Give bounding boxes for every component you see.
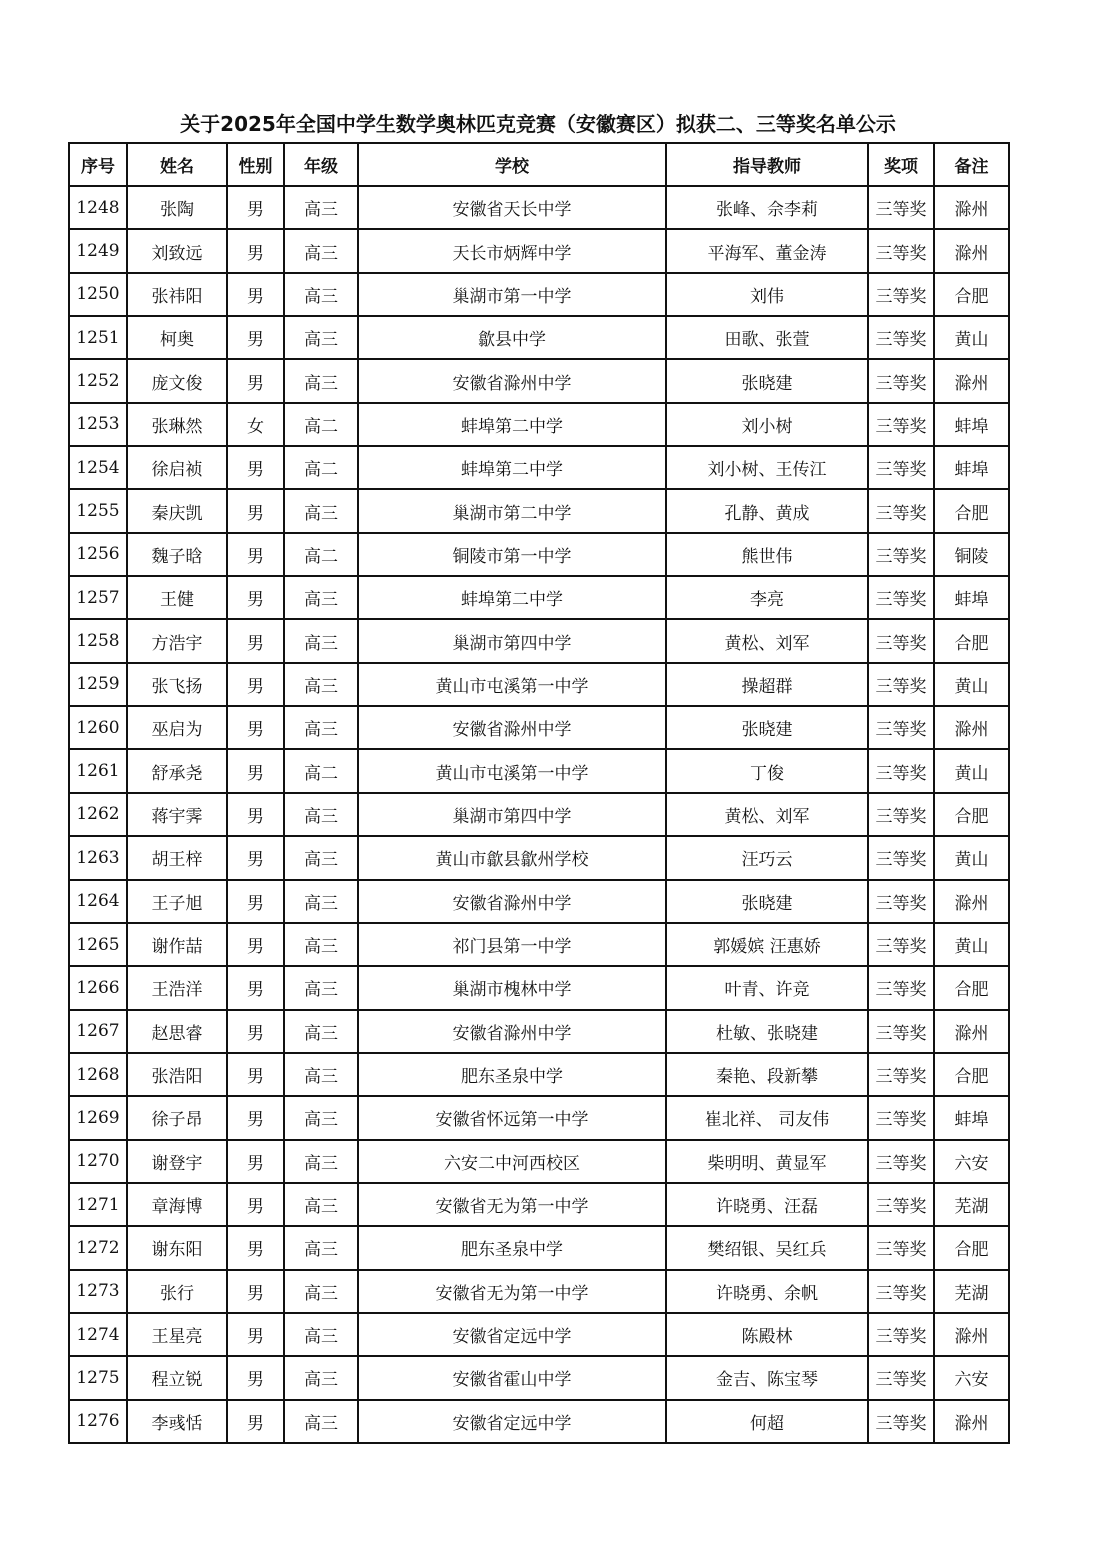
teacher-cell: 柴明明、黄显军 xyxy=(666,1140,868,1183)
gender-cell: 男 xyxy=(227,749,284,792)
name-cell: 舒承尧 xyxy=(127,749,227,792)
header-teacher: 指导教师 xyxy=(666,143,868,186)
table-header-row xyxy=(69,143,1009,186)
award-cell: 三等奖 xyxy=(868,663,934,706)
remark-cell: 黄山 xyxy=(934,316,1009,359)
award-cell: 三等奖 xyxy=(868,186,934,229)
table-row xyxy=(69,966,1009,1009)
serial-cell: 1250 xyxy=(69,273,127,316)
teacher-cell: 操超群 xyxy=(666,663,868,706)
serial-cell: 1253 xyxy=(69,403,127,446)
school-cell: 安徽省无为第一中学 xyxy=(358,1183,666,1226)
table-row xyxy=(69,1356,1009,1399)
gender-cell: 男 xyxy=(227,489,284,532)
school-cell: 歙县中学 xyxy=(358,316,666,359)
serial-cell: 1276 xyxy=(69,1400,127,1443)
serial-cell: 1248 xyxy=(69,186,127,229)
teacher-cell: 金吉、陈宝琴 xyxy=(666,1356,868,1399)
name-cell: 张琳然 xyxy=(127,403,227,446)
school-cell: 黄山市屯溪第一中学 xyxy=(358,749,666,792)
serial-cell: 1264 xyxy=(69,880,127,923)
gender-cell: 男 xyxy=(227,446,284,489)
name-cell: 张陶 xyxy=(127,186,227,229)
school-cell: 蚌埠第二中学 xyxy=(358,446,666,489)
grade-cell: 高三 xyxy=(284,966,358,1009)
award-cell: 三等奖 xyxy=(868,229,934,272)
teacher-cell: 孔静、黄成 xyxy=(666,489,868,532)
teacher-cell: 李亮 xyxy=(666,576,868,619)
award-cell: 三等奖 xyxy=(868,1096,934,1139)
award-cell: 三等奖 xyxy=(868,793,934,836)
serial-cell: 1270 xyxy=(69,1140,127,1183)
gender-cell: 男 xyxy=(227,1226,284,1269)
serial-cell: 1269 xyxy=(69,1096,127,1139)
serial-cell: 1255 xyxy=(69,489,127,532)
gender-cell: 男 xyxy=(227,186,284,229)
grade-cell: 高三 xyxy=(284,706,358,749)
gender-cell: 男 xyxy=(227,1140,284,1183)
serial-cell: 1260 xyxy=(69,706,127,749)
teacher-cell: 黄松、刘军 xyxy=(666,793,868,836)
table-row xyxy=(69,836,1009,879)
gender-cell: 男 xyxy=(227,273,284,316)
award-cell: 三等奖 xyxy=(868,619,934,662)
name-cell: 蒋宇霁 xyxy=(127,793,227,836)
remark-cell: 芜湖 xyxy=(934,1270,1009,1313)
grade-cell: 高三 xyxy=(284,663,358,706)
grade-cell: 高二 xyxy=(284,403,358,446)
remark-cell: 合肥 xyxy=(934,619,1009,662)
award-cell: 三等奖 xyxy=(868,446,934,489)
remark-cell: 黄山 xyxy=(934,749,1009,792)
remark-cell: 黄山 xyxy=(934,663,1009,706)
remark-cell: 合肥 xyxy=(934,966,1009,1009)
remark-cell: 蚌埠 xyxy=(934,446,1009,489)
grade-cell: 高二 xyxy=(284,533,358,576)
table-row xyxy=(69,1140,1009,1183)
table-row xyxy=(69,489,1009,532)
grade-cell: 高三 xyxy=(284,619,358,662)
award-cell: 三等奖 xyxy=(868,576,934,619)
remark-cell: 滁州 xyxy=(934,880,1009,923)
gender-cell: 男 xyxy=(227,880,284,923)
serial-cell: 1271 xyxy=(69,1183,127,1226)
school-cell: 巢湖市第一中学 xyxy=(358,273,666,316)
header-school: 学校 xyxy=(358,143,666,186)
name-cell: 谢登宇 xyxy=(127,1140,227,1183)
grade-cell: 高三 xyxy=(284,1400,358,1443)
school-cell: 安徽省定远中学 xyxy=(358,1313,666,1356)
grade-cell: 高三 xyxy=(284,229,358,272)
award-cell: 三等奖 xyxy=(868,489,934,532)
school-cell: 巢湖市第四中学 xyxy=(358,793,666,836)
school-cell: 安徽省滁州中学 xyxy=(358,359,666,402)
school-cell: 安徽省滁州中学 xyxy=(358,880,666,923)
teacher-cell: 许晓勇、汪磊 xyxy=(666,1183,868,1226)
name-cell: 张行 xyxy=(127,1270,227,1313)
table-row xyxy=(69,1183,1009,1226)
grade-cell: 高三 xyxy=(284,576,358,619)
award-cell: 三等奖 xyxy=(868,316,934,359)
remark-cell: 滁州 xyxy=(934,1010,1009,1053)
school-cell: 安徽省天长中学 xyxy=(358,186,666,229)
teacher-cell: 许晓勇、余帆 xyxy=(666,1270,868,1313)
name-cell: 张祎阳 xyxy=(127,273,227,316)
teacher-cell: 刘小树 xyxy=(666,403,868,446)
table-row xyxy=(69,1053,1009,1096)
serial-cell: 1262 xyxy=(69,793,127,836)
table-row xyxy=(69,533,1009,576)
table-row xyxy=(69,1226,1009,1269)
table-row xyxy=(69,186,1009,229)
school-cell: 黄山市屯溪第一中学 xyxy=(358,663,666,706)
remark-cell: 合肥 xyxy=(934,1226,1009,1269)
serial-cell: 1267 xyxy=(69,1010,127,1053)
award-cell: 三等奖 xyxy=(868,1400,934,1443)
grade-cell: 高三 xyxy=(284,923,358,966)
grade-cell: 高三 xyxy=(284,316,358,359)
serial-cell: 1259 xyxy=(69,663,127,706)
school-cell: 肥东圣泉中学 xyxy=(358,1226,666,1269)
award-cell: 三等奖 xyxy=(868,1270,934,1313)
table-row xyxy=(69,1010,1009,1053)
remark-cell: 黄山 xyxy=(934,836,1009,879)
grade-cell: 高三 xyxy=(284,359,358,402)
table-row xyxy=(69,273,1009,316)
table-row xyxy=(69,619,1009,662)
name-cell: 谢作喆 xyxy=(127,923,227,966)
gender-cell: 男 xyxy=(227,793,284,836)
school-cell: 巢湖市槐林中学 xyxy=(358,966,666,1009)
gender-cell: 男 xyxy=(227,533,284,576)
school-cell: 铜陵市第一中学 xyxy=(358,533,666,576)
serial-cell: 1257 xyxy=(69,576,127,619)
name-cell: 谢东阳 xyxy=(127,1226,227,1269)
award-cell: 三等奖 xyxy=(868,1226,934,1269)
table-row xyxy=(69,446,1009,489)
gender-cell: 男 xyxy=(227,619,284,662)
remark-cell: 黄山 xyxy=(934,923,1009,966)
gender-cell: 男 xyxy=(227,923,284,966)
grade-cell: 高三 xyxy=(284,880,358,923)
serial-cell: 1275 xyxy=(69,1356,127,1399)
grade-cell: 高三 xyxy=(284,1313,358,1356)
grade-cell: 高三 xyxy=(284,186,358,229)
award-cell: 三等奖 xyxy=(868,1183,934,1226)
header-serial: 序号 xyxy=(69,143,127,186)
award-list-table xyxy=(68,142,1010,1444)
grade-cell: 高三 xyxy=(284,1096,358,1139)
school-cell: 安徽省定远中学 xyxy=(358,1400,666,1443)
name-cell: 王浩洋 xyxy=(127,966,227,1009)
remark-cell: 蚌埠 xyxy=(934,1096,1009,1139)
teacher-cell: 田歌、张萱 xyxy=(666,316,868,359)
gender-cell: 男 xyxy=(227,576,284,619)
school-cell: 黄山市歙县歙州学校 xyxy=(358,836,666,879)
serial-cell: 1268 xyxy=(69,1053,127,1096)
remark-cell: 滁州 xyxy=(934,1313,1009,1356)
name-cell: 程立锐 xyxy=(127,1356,227,1399)
grade-cell: 高三 xyxy=(284,1226,358,1269)
gender-cell: 女 xyxy=(227,403,284,446)
school-cell: 蚌埠第二中学 xyxy=(358,576,666,619)
serial-cell: 1266 xyxy=(69,966,127,1009)
teacher-cell: 张晓建 xyxy=(666,706,868,749)
header-remark: 备注 xyxy=(934,143,1009,186)
table-row xyxy=(69,576,1009,619)
teacher-cell: 张晓建 xyxy=(666,880,868,923)
grade-cell: 高三 xyxy=(284,489,358,532)
teacher-cell: 陈殿林 xyxy=(666,1313,868,1356)
serial-cell: 1274 xyxy=(69,1313,127,1356)
name-cell: 赵思睿 xyxy=(127,1010,227,1053)
teacher-cell: 汪巧云 xyxy=(666,836,868,879)
document-title: 关于2025年全国中学生数学奥林匹克竞赛（安徽赛区）拟获二、三等奖名单公示 xyxy=(180,112,896,136)
teacher-cell: 张峰、佘李莉 xyxy=(666,186,868,229)
grade-cell: 高三 xyxy=(284,273,358,316)
serial-cell: 1263 xyxy=(69,836,127,879)
gender-cell: 男 xyxy=(227,1096,284,1139)
school-cell: 蚌埠第二中学 xyxy=(358,403,666,446)
award-cell: 三等奖 xyxy=(868,880,934,923)
grade-cell: 高三 xyxy=(284,1053,358,1096)
award-cell: 三等奖 xyxy=(868,1313,934,1356)
serial-cell: 1272 xyxy=(69,1226,127,1269)
table-row xyxy=(69,793,1009,836)
serial-cell: 1258 xyxy=(69,619,127,662)
school-cell: 安徽省无为第一中学 xyxy=(358,1270,666,1313)
award-cell: 三等奖 xyxy=(868,923,934,966)
table-row xyxy=(69,1313,1009,1356)
table-row xyxy=(69,749,1009,792)
serial-cell: 1256 xyxy=(69,533,127,576)
school-cell: 祁门县第一中学 xyxy=(358,923,666,966)
table-row xyxy=(69,1096,1009,1139)
award-cell: 三等奖 xyxy=(868,966,934,1009)
award-cell: 三等奖 xyxy=(868,749,934,792)
grade-cell: 高三 xyxy=(284,1010,358,1053)
grade-cell: 高三 xyxy=(284,1140,358,1183)
remark-cell: 芜湖 xyxy=(934,1183,1009,1226)
remark-cell: 滁州 xyxy=(934,359,1009,402)
school-cell: 安徽省怀远第一中学 xyxy=(358,1096,666,1139)
remark-cell: 合肥 xyxy=(934,273,1009,316)
school-cell: 安徽省滁州中学 xyxy=(358,1010,666,1053)
school-cell: 六安二中河西校区 xyxy=(358,1140,666,1183)
remark-cell: 蚌埠 xyxy=(934,403,1009,446)
table-row xyxy=(69,706,1009,749)
name-cell: 柯奥 xyxy=(127,316,227,359)
table-row xyxy=(69,663,1009,706)
teacher-cell: 刘伟 xyxy=(666,273,868,316)
name-cell: 王星亮 xyxy=(127,1313,227,1356)
gender-cell: 男 xyxy=(227,1400,284,1443)
school-cell: 安徽省滁州中学 xyxy=(358,706,666,749)
grade-cell: 高三 xyxy=(284,1183,358,1226)
name-cell: 巫启为 xyxy=(127,706,227,749)
table-row xyxy=(69,403,1009,446)
header-award: 奖项 xyxy=(868,143,934,186)
remark-cell: 合肥 xyxy=(934,1053,1009,1096)
grade-cell: 高三 xyxy=(284,793,358,836)
teacher-cell: 叶青、许竞 xyxy=(666,966,868,1009)
name-cell: 李彧恬 xyxy=(127,1400,227,1443)
grade-cell: 高二 xyxy=(284,446,358,489)
name-cell: 张浩阳 xyxy=(127,1053,227,1096)
teacher-cell: 秦艳、段新攀 xyxy=(666,1053,868,1096)
header-gender: 性别 xyxy=(227,143,284,186)
name-cell: 胡王梓 xyxy=(127,836,227,879)
remark-cell: 滁州 xyxy=(934,706,1009,749)
remark-cell: 铜陵 xyxy=(934,533,1009,576)
name-cell: 魏子晗 xyxy=(127,533,227,576)
serial-cell: 1254 xyxy=(69,446,127,489)
name-cell: 章海博 xyxy=(127,1183,227,1226)
name-cell: 庞文俊 xyxy=(127,359,227,402)
teacher-cell: 丁俊 xyxy=(666,749,868,792)
remark-cell: 合肥 xyxy=(934,489,1009,532)
remark-cell: 滁州 xyxy=(934,1400,1009,1443)
name-cell: 刘致远 xyxy=(127,229,227,272)
name-cell: 王健 xyxy=(127,576,227,619)
gender-cell: 男 xyxy=(227,1270,284,1313)
table-row xyxy=(69,229,1009,272)
gender-cell: 男 xyxy=(227,1356,284,1399)
gender-cell: 男 xyxy=(227,663,284,706)
remark-cell: 滁州 xyxy=(934,229,1009,272)
school-cell: 巢湖市第二中学 xyxy=(358,489,666,532)
award-cell: 三等奖 xyxy=(868,1140,934,1183)
award-cell: 三等奖 xyxy=(868,706,934,749)
name-cell: 方浩宇 xyxy=(127,619,227,662)
award-cell: 三等奖 xyxy=(868,1356,934,1399)
teacher-cell: 黄松、刘军 xyxy=(666,619,868,662)
teacher-cell: 郭媛嫔 汪惠娇 xyxy=(666,923,868,966)
award-cell: 三等奖 xyxy=(868,273,934,316)
table-row xyxy=(69,1270,1009,1313)
teacher-cell: 张晓建 xyxy=(666,359,868,402)
award-cell: 三等奖 xyxy=(868,403,934,446)
remark-cell: 滁州 xyxy=(934,186,1009,229)
table-row xyxy=(69,359,1009,402)
remark-cell: 蚌埠 xyxy=(934,576,1009,619)
name-cell: 秦庆凯 xyxy=(127,489,227,532)
serial-cell: 1265 xyxy=(69,923,127,966)
school-cell: 巢湖市第四中学 xyxy=(358,619,666,662)
gender-cell: 男 xyxy=(227,836,284,879)
name-cell: 徐启祯 xyxy=(127,446,227,489)
teacher-cell: 崔北祥、 司友伟 xyxy=(666,1096,868,1139)
name-cell: 张飞扬 xyxy=(127,663,227,706)
serial-cell: 1251 xyxy=(69,316,127,359)
table-body xyxy=(69,186,1009,1443)
teacher-cell: 樊绍银、吴红兵 xyxy=(666,1226,868,1269)
table-row xyxy=(69,880,1009,923)
table-row xyxy=(69,1400,1009,1443)
grade-cell: 高二 xyxy=(284,749,358,792)
gender-cell: 男 xyxy=(227,229,284,272)
grade-cell: 高三 xyxy=(284,1270,358,1313)
teacher-cell: 何超 xyxy=(666,1400,868,1443)
serial-cell: 1249 xyxy=(69,229,127,272)
teacher-cell: 刘小树、王传江 xyxy=(666,446,868,489)
table-row xyxy=(69,923,1009,966)
gender-cell: 男 xyxy=(227,316,284,359)
remark-cell: 六安 xyxy=(934,1140,1009,1183)
award-cell: 三等奖 xyxy=(868,836,934,879)
school-cell: 肥东圣泉中学 xyxy=(358,1053,666,1096)
remark-cell: 合肥 xyxy=(934,793,1009,836)
serial-cell: 1261 xyxy=(69,749,127,792)
gender-cell: 男 xyxy=(227,1053,284,1096)
teacher-cell: 熊世伟 xyxy=(666,533,868,576)
serial-cell: 1273 xyxy=(69,1270,127,1313)
gender-cell: 男 xyxy=(227,1313,284,1356)
award-cell: 三等奖 xyxy=(868,359,934,402)
school-cell: 天长市炳辉中学 xyxy=(358,229,666,272)
award-cell: 三等奖 xyxy=(868,1010,934,1053)
teacher-cell: 杜敏、张晓建 xyxy=(666,1010,868,1053)
serial-cell: 1252 xyxy=(69,359,127,402)
header-name: 姓名 xyxy=(127,143,227,186)
gender-cell: 男 xyxy=(227,359,284,402)
award-cell: 三等奖 xyxy=(868,533,934,576)
header-grade: 年级 xyxy=(284,143,358,186)
school-cell: 安徽省霍山中学 xyxy=(358,1356,666,1399)
grade-cell: 高三 xyxy=(284,1356,358,1399)
gender-cell: 男 xyxy=(227,966,284,1009)
gender-cell: 男 xyxy=(227,1183,284,1226)
teacher-cell: 平海军、董金涛 xyxy=(666,229,868,272)
name-cell: 王子旭 xyxy=(127,880,227,923)
grade-cell: 高三 xyxy=(284,836,358,879)
table-row xyxy=(69,316,1009,359)
gender-cell: 男 xyxy=(227,706,284,749)
name-cell: 徐子昂 xyxy=(127,1096,227,1139)
gender-cell: 男 xyxy=(227,1010,284,1053)
award-cell: 三等奖 xyxy=(868,1053,934,1096)
remark-cell: 六安 xyxy=(934,1356,1009,1399)
